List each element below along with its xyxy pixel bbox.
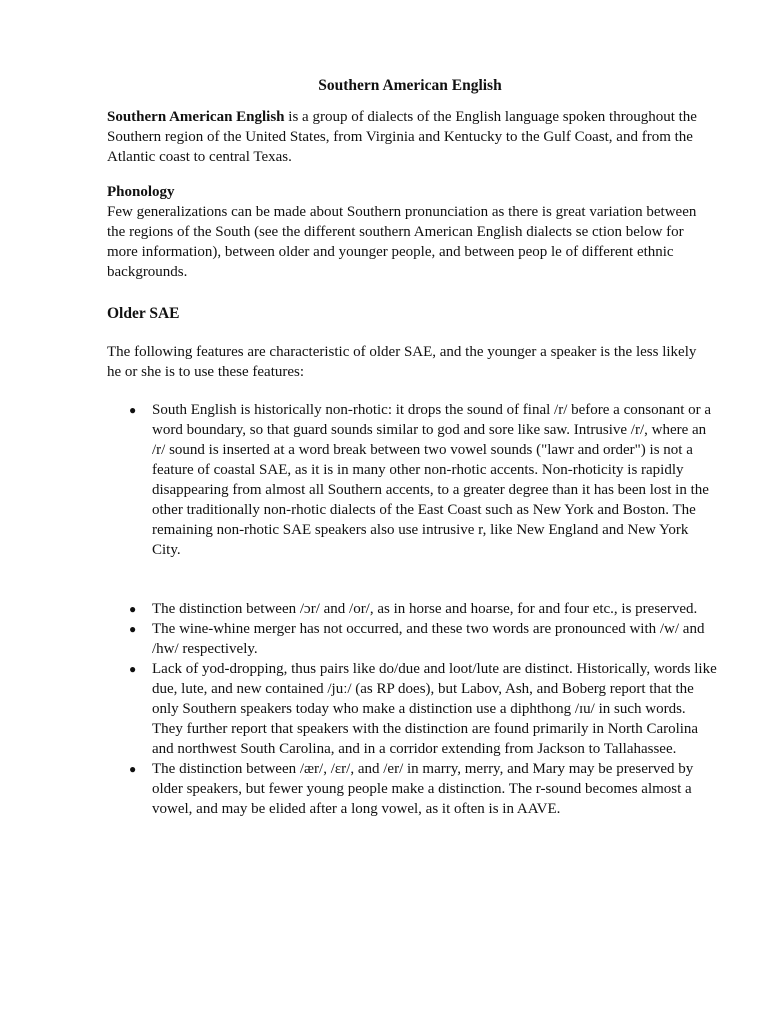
list-item-text: The distinction between /ɔr/ and /or/, as in horse and hoarse, for and four etc., is preserved.	[152, 601, 698, 617]
bullet-icon: ●	[129, 602, 137, 616]
bullet-icon: ●	[129, 622, 137, 636]
list-item-text: The distinction between /ær/, /ɛr/, and /er/ in marry, merry, and Mary may be preserved by older speakers, but fewer young people make a distinction. The r-sound becomes almost a vowel, and may be elided after a long vowel, as it often is in AAVE.	[152, 761, 694, 817]
document-title: Southern American English	[318, 77, 502, 94]
list-item-text: South English is historically non-rhotic: it drops the sound of final /r/ before a consonant or a word boundary, so that guard sounds similar to god and sore like saw. Intrusive /r/, where an /r/ sound is inserted at a word break between two vowel sounds ("lawr and order") is not a feature of coastal SAE, as it is in many other non-rhotic accents. Non-rhoticity is rapidly disappearing from almost all Southern accents, to a greater degree than it has been lost in the other traditionally non-rhotic dialects of the East Coast such as New York and Boston. The remaining non-rhotic SAE speakers also use intrusive r, like New England and New York City.	[152, 402, 712, 558]
older-sae-heading: Older SAE	[107, 305, 180, 322]
list-item	[107, 759, 717, 819]
older-sae-intro: The following features are characteristic of older SAE, and the younger a speaker is the less likely he or she is to use these features:	[107, 344, 697, 380]
bullet-icon: ●	[129, 662, 137, 676]
list-item-text: Lack of yod-dropping, thus pairs like do/due and loot/lute are distinct. Historically, words like due, lute, and new contained /juː/ (as RP does), but Labov, Ash, and Boberg report that the only Southern speakers today who make a distinction use a diphthong /ɪu/ in such words. They further report that speakers with the distinction are found primarily in North Carolina and northwest South Carolina, and in a corridor extending from Jackson to Tallahassee.	[152, 661, 717, 757]
list-item	[107, 599, 717, 619]
bullet-icon: ●	[129, 762, 137, 776]
feature-list-second	[107, 599, 717, 819]
list-item	[107, 659, 717, 759]
intro-lead: Southern American English	[107, 109, 285, 125]
intro-paragraph	[107, 107, 707, 167]
phonology-heading: Phonology	[107, 184, 175, 200]
list-item	[107, 619, 717, 659]
feature-list-first	[107, 400, 717, 560]
intro-text: is a group of dialects of the English language spoken throughout the Southern region of the United States, from Virginia and Kentucky to the Gulf Coast, and from the Atlantic coast to central Texas.	[107, 109, 697, 165]
phonology-paragraph: Few generalizations can be made about Southern pronunciation as there is great variation between the regions of the South (see the different southern American English dialects se ction below for more information), between older and younger people, and between peop le of different ethnic backgrounds.	[107, 204, 697, 280]
list-item-text: The wine-whine merger has not occurred, and these two words are pronounced with /w/ and /hw/ respectively.	[152, 621, 705, 657]
bullet-icon: ●	[129, 403, 137, 417]
list-item	[107, 400, 717, 560]
